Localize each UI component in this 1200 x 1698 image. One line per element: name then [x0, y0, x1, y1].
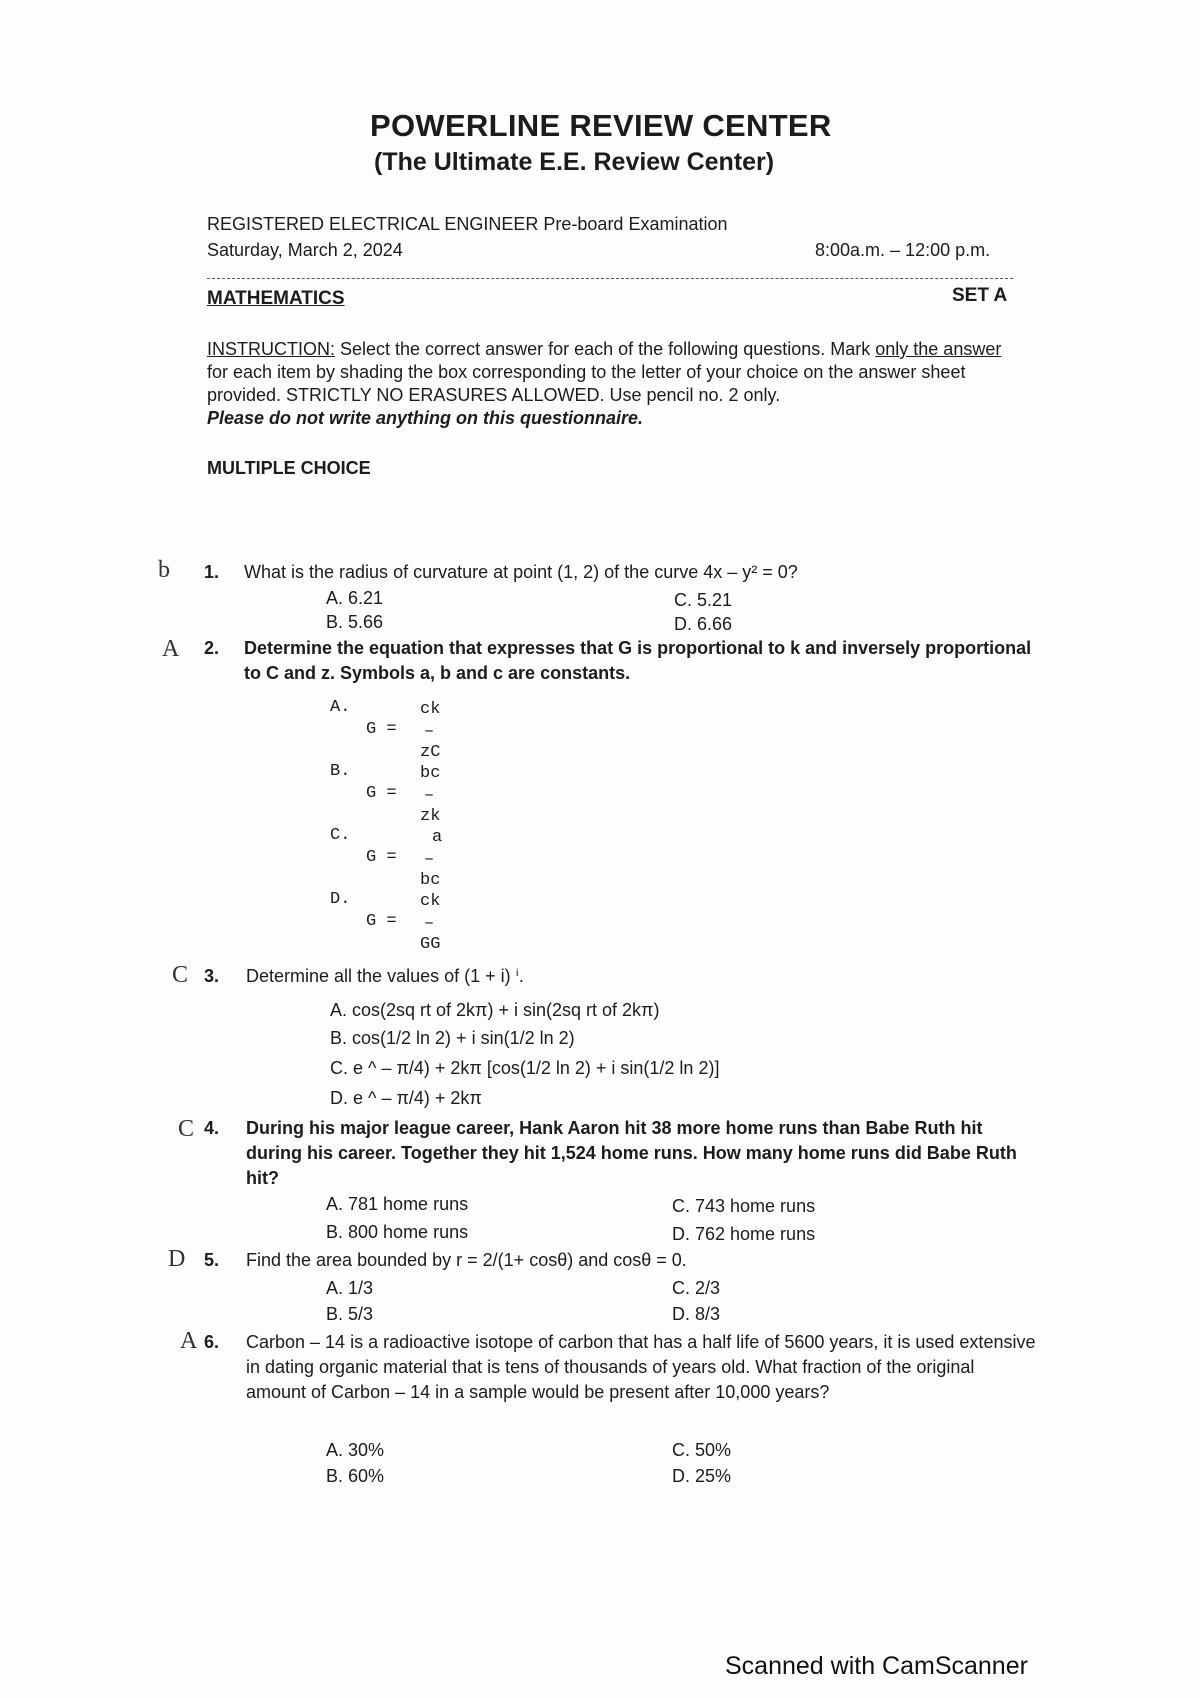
option-a: A. cos(2sq rt of 2kπ) + i sin(2sq rt of 2kπ) [330, 1000, 660, 1020]
fraction-bar: – [424, 850, 435, 869]
option-a: A. 6.21 [326, 588, 384, 608]
review-center-title: POWERLINE REVIEW CENTER [370, 108, 832, 143]
instruction-block [207, 338, 1022, 430]
fraction-denominator: bc [420, 871, 441, 890]
fraction-bar: – [424, 914, 435, 933]
option-c: C. 5.21 [674, 590, 733, 610]
equation-lhs: G = [366, 784, 397, 803]
answer-mark: A [162, 636, 180, 662]
option-letter: D. [330, 890, 351, 909]
exam-name: REGISTERED ELECTRICAL ENGINEER Pre-board Examination [207, 214, 728, 234]
instruction-underlined: only the answer [875, 339, 1002, 359]
fraction-numerator: a [432, 828, 443, 847]
question-number: 5. [204, 1250, 220, 1270]
fraction-numerator: ck [420, 700, 441, 719]
option-b: B. cos(1/2 ln 2) + i sin(1/2 ln 2) [330, 1028, 575, 1048]
option-c: C. 743 home runs [672, 1196, 816, 1216]
option-d: D. 8/3 [672, 1304, 721, 1324]
option-c: C. e ^ – π/4) + 2kπ [cos(1/2 ln 2) + i sin(1/2 ln 2)] [330, 1058, 720, 1078]
question-number: 6. [204, 1332, 220, 1352]
question-text: Find the area bounded by r = 2/(1+ cosθ) and cosθ = 0. [246, 1250, 687, 1270]
option-d: D. 6.66 [674, 614, 733, 634]
equation-lhs: G = [366, 848, 397, 867]
header-divider [207, 278, 1013, 279]
option-c: C. 2/3 [672, 1278, 721, 1298]
option-letter: B. [330, 762, 351, 781]
fraction-denominator: zC [420, 743, 441, 762]
question-text: Determine all the values of (1 + i) ⁱ. [246, 966, 524, 986]
question-text: Determine the equation that expresses that G is proportional to k and inversely proportional to C and z. Symbols a, b and c are constants. [244, 638, 1032, 683]
answer-mark: C [172, 962, 189, 988]
question-text: During his major league career, Hank Aaron hit 38 more home runs than Babe Ruth hit during his career. Together they hit 1,524 home runs. How many home runs did Babe Ruth hit? [246, 1118, 1017, 1188]
equation-lhs: G = [366, 912, 397, 931]
question-number: 4. [204, 1118, 220, 1138]
question-number: 1. [204, 562, 220, 582]
instruction-text-1: Select the correct answer for each of the following questions. Mark [335, 339, 876, 359]
equation-lhs: G = [366, 720, 397, 739]
answer-mark: C [178, 1116, 195, 1142]
option-a: A. 781 home runs [326, 1194, 469, 1214]
option-letter: C. [330, 826, 351, 845]
question-text: Carbon – 14 is a radioactive isotope of carbon that has a half life of 5600 years, it is used extensive in dating organic material that is tens of thousands of years old. What fraction of the original amount of Carbon – 14 in a sample would be present after 10,000 years? [246, 1332, 1036, 1402]
fraction-numerator: ck [420, 892, 441, 911]
subject-title: MATHEMATICS [207, 288, 345, 309]
option-a: A. 1/3 [326, 1278, 374, 1298]
question-number: 2. [204, 638, 220, 658]
instruction-text-2: for each item by shading the box corresponding to the letter of your choice on the answer sheet provided. STRICTLY NO ERASURES ALLOWED. Use pencil no. 2 only. [207, 362, 966, 405]
option-b: B. 5.66 [326, 612, 384, 632]
fraction-bar: – [424, 722, 435, 741]
fraction-numerator: bc [420, 764, 441, 783]
option-d: D. 25% [672, 1466, 732, 1486]
option-b: B. 800 home runs [326, 1222, 469, 1242]
question-number: 3. [204, 966, 220, 986]
option-a: A. 30% [326, 1440, 385, 1460]
exam-date: Saturday, March 2, 2024 [207, 240, 403, 260]
option-b: B. 5/3 [326, 1304, 374, 1324]
exam-time: 8:00a.m. – 12:00 p.m. [815, 240, 991, 260]
option-d: D. 762 home runs [672, 1224, 816, 1244]
question-text: What is the radius of curvature at point (1, 2) of the curve 4x – y² = 0? [244, 562, 798, 582]
fraction-denominator: zk [420, 807, 441, 826]
fraction-denominator: GG [420, 935, 441, 954]
option-c: C. 50% [672, 1440, 732, 1460]
scanner-watermark: Scanned with CamScanner [725, 1652, 1028, 1680]
answer-mark: b [158, 557, 170, 583]
instruction-label: INSTRUCTION: [207, 339, 335, 359]
option-b: B. 60% [326, 1466, 385, 1486]
answer-mark: A [180, 1328, 198, 1354]
option-letter: A. [330, 698, 351, 717]
instruction-note: Please do not write anything on this questionnaire. [207, 408, 644, 428]
set-label: SET A [952, 285, 1008, 306]
option-d: D. e ^ – π/4) + 2kπ [330, 1088, 482, 1108]
section-title: MULTIPLE CHOICE [207, 458, 371, 478]
fraction-bar: – [424, 786, 435, 805]
review-center-subtitle: (The Ultimate E.E. Review Center) [374, 148, 775, 176]
answer-mark: D [168, 1246, 186, 1272]
